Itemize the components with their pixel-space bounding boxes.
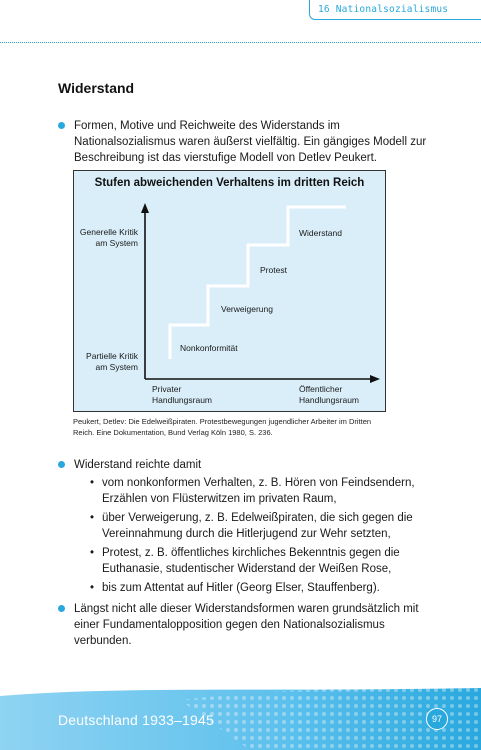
diagram-caption: Peukert, Detlev: Die Edelweißpiraten. Protestbewegungen jugendlicher Arbeiter im Dritten Reich. Eine Dokumentation, Bund Verlag Köln 1980, S. 236. bbox=[73, 417, 372, 437]
y-axis-arrow-icon bbox=[141, 203, 149, 213]
stages-diagram bbox=[73, 170, 386, 412]
second-bullet bbox=[58, 457, 438, 599]
diagram-title: Stufen abweichenden Verhaltens im dritten Reich bbox=[94, 177, 365, 189]
list-item: • bis zum Attentat auf Hitler (Georg Elser, Stauffenberg). bbox=[90, 580, 438, 596]
list-item: • über Verweigerung, z. B. Edelweißpiraten, die sich gegen die Vereinnahmung durch die Hitlerjugend zur Wehr setzten, bbox=[90, 510, 438, 542]
list-item: • vom nonkonformen Verhalten, z. B. Hören von Feindsendern, Erzählen von Flüsterwitzen im privaten Raum, bbox=[90, 475, 438, 507]
second-bullet-lead: Widerstand reichte damit bbox=[74, 459, 202, 471]
y-label-top bbox=[78, 227, 138, 249]
x-axis-arrow-icon bbox=[370, 375, 380, 383]
y-label-bottom bbox=[78, 351, 138, 373]
step-label-3: Protest bbox=[260, 265, 287, 275]
footer-band bbox=[0, 686, 481, 750]
sub-list bbox=[90, 475, 438, 596]
bullet-dot-icon bbox=[58, 122, 65, 129]
y-label-bottom-line1: Partielle Kritik bbox=[86, 351, 138, 361]
y-label-top-line1: Generelle Kritik bbox=[79, 227, 138, 237]
list-item: • Protest, z. B. öffentliches kirchliches Bekenntnis gegen die Euthanasie, studentischer Widerstand der Weißen Rose, bbox=[90, 545, 438, 577]
page-number-badge: 97 bbox=[426, 708, 448, 730]
x-label-left-line1: Privater bbox=[152, 384, 182, 394]
bullet-dot-icon bbox=[58, 605, 65, 612]
x-label-right bbox=[299, 384, 359, 406]
intro-text: Formen, Motive und Reichweite des Widerstands im Nationalsozialismus waren äußerst vielfältig. Ein gängiges Modell zur Beschreibung ist das vierstufige Modell von Detlev Peukert. bbox=[74, 120, 427, 164]
bullet-dot-icon bbox=[58, 461, 65, 468]
stages-diagram-graphic bbox=[74, 171, 387, 413]
x-label-right-line2: Handlungsraum bbox=[299, 395, 360, 405]
x-label-left-line2: Handlungsraum bbox=[152, 395, 213, 405]
section-title: Widerstand bbox=[58, 80, 135, 96]
intro-bullet bbox=[58, 118, 438, 166]
step-label-1: Nonkonformität bbox=[180, 343, 238, 353]
x-label-right-line1: Öffentlicher bbox=[299, 384, 343, 394]
step-label-4: Widerstand bbox=[299, 228, 342, 238]
footer-title: Deutschland 1933–1945 bbox=[58, 712, 214, 728]
chapter-header: 16 Nationalsozialismus bbox=[309, 0, 481, 20]
third-bullet-text: Längst nicht alle dieser Widerstandsformen waren grundsätzlich mit einer Fundamentalopposition gegen den Nationalsozialismus verbunden. bbox=[74, 603, 419, 647]
step-label-2: Verweigerung bbox=[221, 304, 273, 314]
third-bullet bbox=[58, 601, 438, 649]
y-label-bottom-line2: am System bbox=[95, 362, 138, 372]
y-label-top-line2: am System bbox=[95, 238, 138, 248]
x-label-left bbox=[152, 384, 212, 406]
header-divider bbox=[0, 42, 481, 43]
